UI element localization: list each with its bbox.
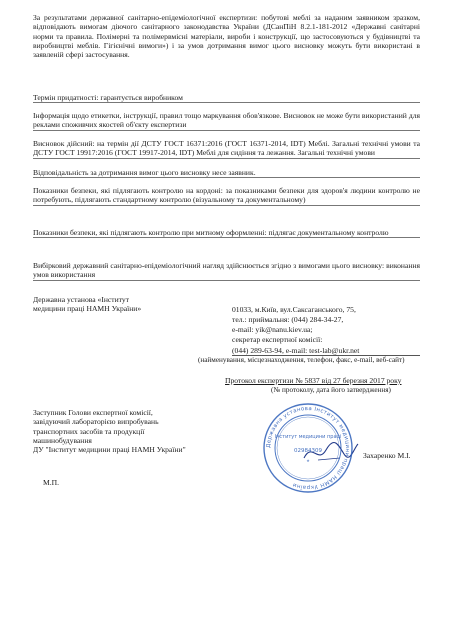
svg-text:Інститут медицини праці: Інститут медицини праці: [274, 434, 342, 440]
secretary-label: секретар експертної комісії:: [232, 335, 323, 344]
official-stamp: [262, 402, 354, 494]
signatory-line: ДУ "Інститут медицини праці НАМН України": [33, 445, 186, 455]
institution-caption: (найменування, місцезнаходження, телефон, факс, e-mail, веб-сайт): [198, 356, 405, 364]
institution-address: 01033, м.Київ, вул.Саксаганського, 75,: [232, 305, 356, 314]
state-supervision: Вибірковий державний санітарно-епідеміологічний нагляд здійснюється згідно з вимогами цього висновку: виконання умов використання: [33, 261, 420, 280]
institution-phone: тел.: приймальня: (044) 284-34-27,: [232, 315, 344, 324]
seal-label: М.П.: [43, 478, 60, 487]
shelf-life: Термін придатності: гарантується виробником: [33, 93, 420, 103]
signatory-name: Захаренко М.І.: [363, 451, 411, 460]
secretary-contact: (044) 289-63-94, e-mail: test-lab@ukr.net: [232, 346, 420, 356]
svg-text:★: ★: [306, 458, 310, 463]
labeling-requirements: Інформація щодо етикетки, інструкції, правил тощо маркування обов'язкове. Висновок не може бути використаний для реклами споживчих якостей об'єкту експертизи: [33, 111, 420, 130]
institution-name-line: Державна установа «Інститут: [33, 295, 130, 304]
expertise-conclusion-paragraph: За результатами державної санітарно-епідеміологічної експертизи: побутові меблі за наданим заявником зразком, відповідають вимогам діючого санітарного законодавства України (ДСанПіН 8.2.1-181-2012 «Державні санітарні норми та правила. Полімерні та полімервмісні матеріали, вироби і конструкції, що застосовуються у будівництві та виробництві меблів. Гігієнічні вимоги») і за умов дотримання вимог цього висновку можуть бути використані в заявленій сфері застосування.: [33, 13, 420, 60]
signatory-line: транспортних засобів та продукції: [33, 426, 145, 436]
svg-text:Державна установа Інститут мед: Державна установа Інститут медицини праці НАМН України: [265, 405, 351, 491]
institution-name: [33, 295, 141, 314]
signatory-position: [33, 408, 186, 454]
institution-email: e-mail: yik@nanu.kiev.ua;: [232, 325, 313, 334]
border-control-indicators: Показники безпеки, які підлягають контролю на кордоні: за показниками безпеки для здоров'я людини контролю не потребують, підлягають стандартному контролю (візуальному та документальному): [33, 186, 420, 205]
institution-name-line: медицини праці НАМН України»: [33, 304, 142, 314]
validity-period: Висновок дійсний: на термін дії ДСТУ ГОСТ 16371:2016 (ГОСТ 16371-2014, IDT) Меблі. Загальні технічні умови та ДСТУ ГОСТ 19917:2016 (ГОСТ 19917-2014, IDT) Меблі для сидіння та лежання. Загальні технічні умови: [33, 139, 420, 158]
signatory-line: машинобудування: [33, 435, 92, 445]
protocol-caption: (№ протоколу, дата його затвердження): [271, 386, 391, 394]
protocol-number: Протокол експертизи № 5837 від 27 березня 2017 року: [225, 376, 402, 385]
customs-control-indicators: Показники безпеки, які підлягають контролю при митному оформленні: підлягає документальному контролю: [33, 228, 420, 238]
responsibility-note: Відповідальність за дотримання вимог цього висновку несе заявник.: [33, 168, 420, 178]
signatory-line: Заступник Голови експертної комісії,: [33, 408, 153, 417]
svg-text:02984309: 02984309: [294, 448, 322, 454]
signatory-line: завідуючий лабораторією випробувань: [33, 417, 159, 427]
